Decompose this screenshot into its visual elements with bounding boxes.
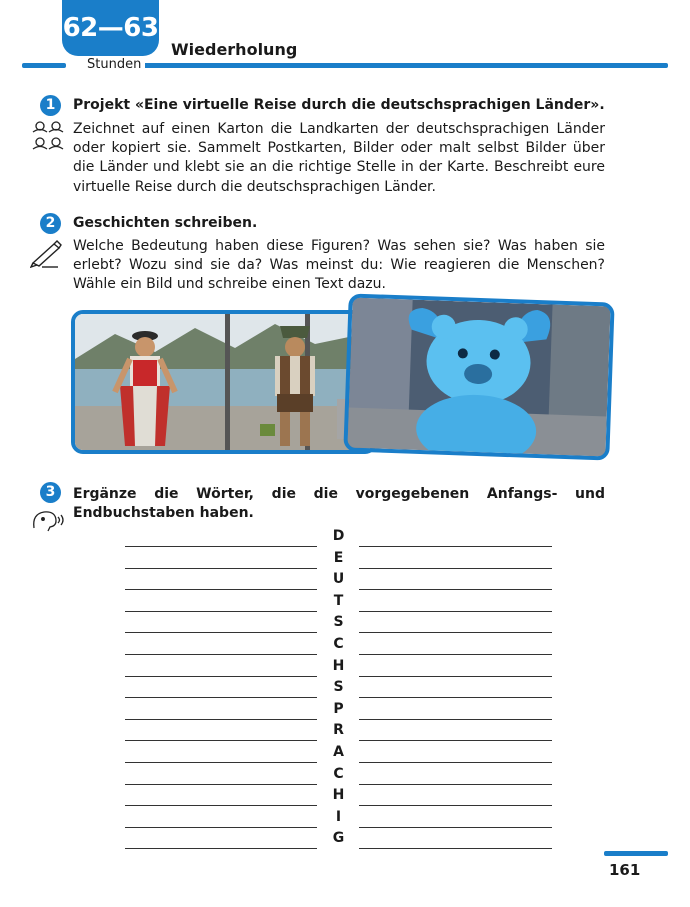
answer-blank-left[interactable]	[125, 762, 317, 763]
answer-blank-left[interactable]	[125, 848, 317, 849]
answer-blank-left[interactable]	[125, 719, 317, 720]
puzzle-letter: D	[332, 528, 345, 544]
puzzle-row	[125, 722, 552, 743]
buddy-bear-image	[347, 298, 610, 457]
puzzle-letter: S	[333, 614, 344, 631]
lesson-number-badge: 62—63	[62, 0, 159, 56]
puzzle-row	[125, 701, 552, 722]
puzzle-row	[125, 809, 552, 830]
answer-blank-left[interactable]	[125, 697, 317, 698]
task-2-number: 2	[40, 213, 61, 234]
answer-blank-left[interactable]	[125, 568, 317, 569]
answer-blank-left[interactable]	[125, 740, 317, 741]
puzzle-letter: T	[333, 592, 344, 609]
answer-blank-left[interactable]	[125, 784, 317, 785]
puzzle-letter: H	[332, 787, 345, 804]
puzzle-letter: I	[335, 808, 342, 825]
task-1-text: Zeichnet auf einen Karton die Landkarten der deutschsprachigen Länder oder kopiert sie. Sammelt Postkarten, Bilder oder malt selbst Bilder über die Länder und klebt sie an die richtige Stelle in der Karte. Beschreibt eure virtuelle Reise durch die deutschsprachigen Länder.	[73, 121, 605, 195]
puzzle-letter: C	[333, 765, 344, 782]
puzzle-row	[125, 614, 552, 635]
puzzle-letter: C	[333, 636, 344, 652]
answer-blank-left[interactable]	[125, 611, 317, 612]
task-1-number: 1	[40, 95, 61, 116]
puzzle-letter: P	[333, 700, 344, 717]
photo-buddy-bear	[343, 293, 614, 460]
puzzle-letter: G	[332, 830, 345, 847]
task-3-number: 3	[40, 482, 61, 503]
header-rule-right	[143, 63, 668, 68]
answer-blank-right[interactable]	[359, 676, 552, 677]
puzzle-letter: R	[333, 722, 344, 739]
puzzle-row	[125, 528, 552, 549]
answer-blank-right[interactable]	[359, 740, 552, 741]
answer-blank-right[interactable]	[359, 632, 552, 633]
answer-blank-right[interactable]	[359, 719, 552, 720]
puzzle-letter: A	[333, 744, 344, 760]
answer-blank-left[interactable]	[125, 589, 317, 590]
page-title: Wiederholung	[171, 40, 298, 59]
answer-blank-left[interactable]	[125, 805, 317, 806]
puzzle-row	[125, 766, 552, 787]
puzzle-row	[125, 830, 552, 851]
puzzle-row	[125, 787, 552, 808]
bavarian-figures-image	[75, 314, 373, 450]
task-3-title: Ergänze die Wörter, die die vorgegebenen Anfangs- und Endbuchstaben haben.	[73, 486, 605, 522]
puzzle-row	[125, 679, 552, 700]
group-work-icon	[30, 118, 66, 152]
answer-blank-left[interactable]	[125, 632, 317, 633]
writing-hand-icon	[30, 238, 64, 268]
puzzle-letter: U	[332, 571, 345, 588]
photo-bavarian-figures	[71, 310, 377, 454]
task-2-text: Welche Bedeutung haben diese Figuren? Was sehen sie? Was haben sie erlebt? Wozu sind sie da? Was meinst du: Wie reagieren die Menschen? Wähle ein Bild und schreibe einen Text dazu.	[73, 238, 605, 293]
task-1-title: Projekt «Eine virtuelle Reise durch die deutschsprachigen Länder».	[73, 97, 605, 113]
answer-blank-right[interactable]	[359, 784, 552, 785]
answer-blank-left[interactable]	[125, 827, 317, 828]
answer-blank-right[interactable]	[359, 546, 552, 547]
page-number: 161	[609, 861, 641, 879]
answer-blank-right[interactable]	[359, 697, 552, 698]
answer-blank-left[interactable]	[125, 654, 317, 655]
speaking-head-icon	[30, 508, 64, 532]
puzzle-letter: H	[332, 657, 345, 674]
puzzle-letter: S	[333, 679, 344, 696]
puzzle-letter: E	[333, 549, 344, 566]
header-rule-left	[22, 63, 66, 68]
answer-blank-right[interactable]	[359, 568, 552, 569]
answer-blank-left[interactable]	[125, 546, 317, 547]
puzzle-row	[125, 593, 552, 614]
answer-blank-right[interactable]	[359, 827, 552, 828]
puzzle-row	[125, 744, 552, 765]
footer-rule	[604, 851, 668, 856]
puzzle-row	[125, 571, 552, 592]
answer-blank-right[interactable]	[359, 805, 552, 806]
answer-blank-right[interactable]	[359, 848, 552, 849]
lesson-label: Stunden	[83, 57, 145, 72]
answer-blank-right[interactable]	[359, 762, 552, 763]
answer-blank-right[interactable]	[359, 654, 552, 655]
answer-blank-right[interactable]	[359, 611, 552, 612]
answer-blank-right[interactable]	[359, 589, 552, 590]
puzzle-row	[125, 658, 552, 679]
puzzle-row	[125, 636, 552, 657]
puzzle-row	[125, 550, 552, 571]
answer-blank-left[interactable]	[125, 676, 317, 677]
task-2-title: Geschichten schreiben.	[73, 215, 258, 231]
